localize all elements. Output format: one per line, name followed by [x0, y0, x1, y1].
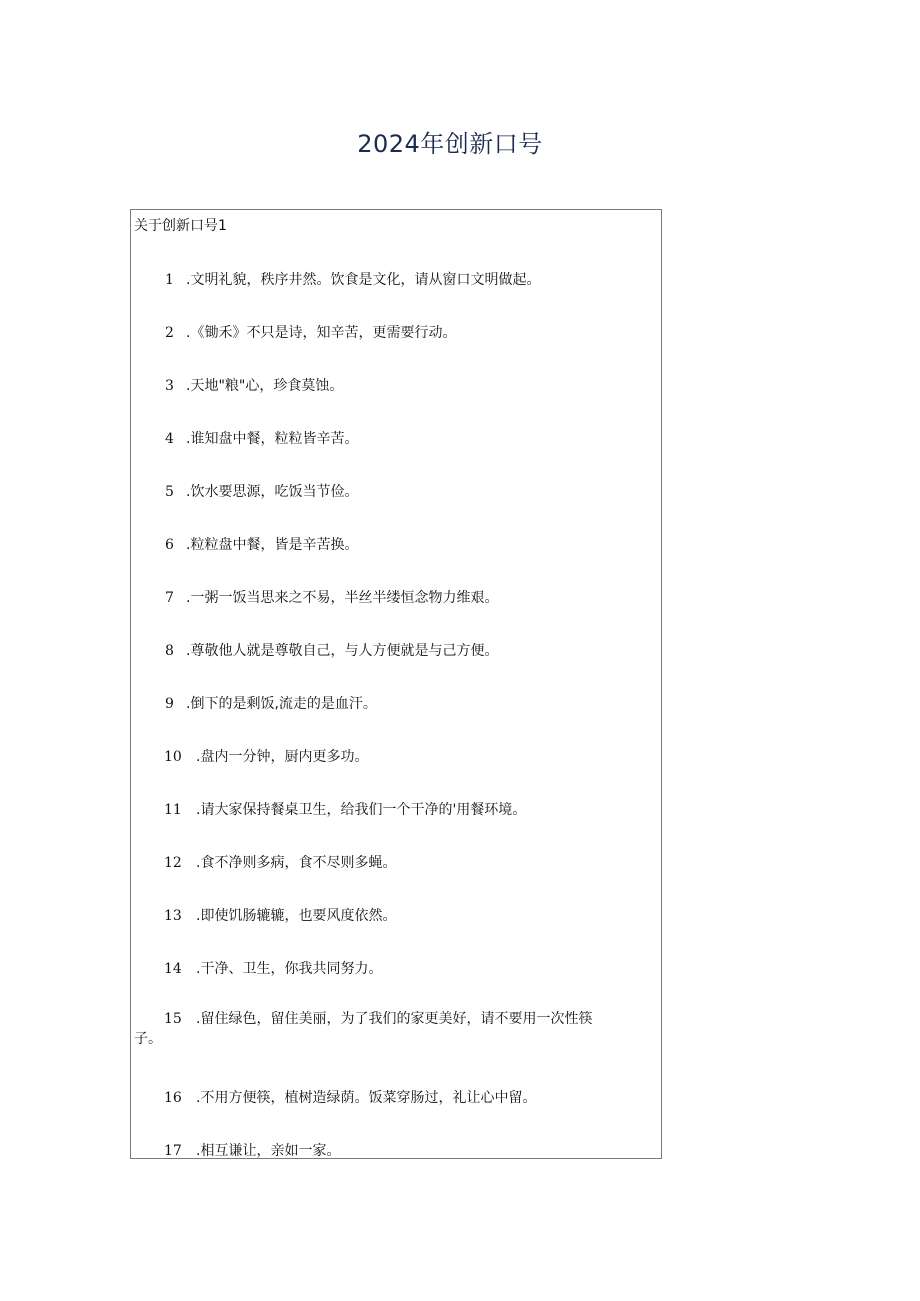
slogan-number: 8: [165, 643, 174, 659]
list-item: [131, 482, 659, 502]
content-box: [130, 209, 662, 1159]
list-item: [131, 906, 659, 926]
slogan-number: 12: [164, 855, 182, 871]
slogan-text: .文明礼貌，秩序井然。饮食是文化，请从窗口文明做起。: [186, 272, 541, 288]
list-item: [131, 588, 659, 608]
list-item: [131, 376, 659, 396]
slogan-number: 17: [164, 1143, 182, 1159]
slogan-text: .不用方便筷，植树造绿荫。饭菜穿肠过，礼让心中留。: [196, 1090, 537, 1106]
slogan-text: .饮水要思源，吃饭当节俭。: [186, 484, 359, 500]
slogan-number: 2: [165, 325, 174, 341]
list-item: [131, 747, 659, 767]
slogan-text: .即使饥肠辘辘，也要风度依然。: [196, 908, 397, 924]
slogan-number: 16: [164, 1090, 182, 1106]
slogan-number: 3: [165, 378, 174, 394]
list-item: [131, 1088, 659, 1108]
list-item: [131, 535, 659, 555]
slogan-text: .天地"粮"心，珍食莫蚀。: [186, 378, 344, 394]
slogan-text: .干净、卫生，你我共同努力。: [196, 961, 383, 977]
slogan-text: .食不净则多病，食不尽则多蝇。: [196, 855, 397, 871]
slogan-text: .粒粒盘中餐，皆是辛苦换。: [186, 537, 359, 553]
list-item: [131, 323, 659, 343]
slogan-text: .《锄禾》不只是诗，知辛苦，更需要行动。: [186, 325, 457, 341]
slogan-text-continuation: 子。: [134, 1031, 162, 1047]
slogan-number: 13: [164, 908, 182, 924]
slogan-text: .盘内一分钟，厨内更多功。: [196, 749, 369, 765]
section-heading: 关于创新口号1: [134, 218, 227, 234]
slogan-text: .相互谦让，亲如一家。: [196, 1143, 341, 1159]
slogan-text: .留住绿色，留住美丽，为了我们的家更美好，请不要用一次性筷: [196, 1011, 593, 1027]
slogan-number: 10: [164, 749, 182, 765]
page-title: 2024年创新口号: [357, 130, 543, 158]
slogan-number: 4: [165, 431, 174, 447]
list-item: [131, 853, 659, 873]
slogan-number: 14: [164, 961, 182, 977]
slogan-number: 7: [165, 590, 174, 606]
slogan-text: .请大家保持餐桌卫生，给我们一个干净的'用餐环境。: [196, 802, 527, 818]
slogan-number: 5: [165, 484, 174, 500]
list-item: [131, 959, 659, 979]
slogan-text: .谁知盘中餐，粒粒皆辛苦。: [186, 431, 359, 447]
slogan-text: .一粥一饭当思来之不易，半丝半缕恒念物力维艰。: [186, 590, 499, 606]
list-item: [131, 270, 659, 290]
slogan-number: 1: [165, 272, 174, 288]
slogan-number: 6: [165, 537, 174, 553]
slogan-text: .尊敬他人就是尊敬自己，与人方便就是与己方便。: [186, 643, 499, 659]
list-item: [131, 1141, 659, 1159]
slogan-number: 15: [164, 1011, 182, 1027]
list-item: [131, 800, 659, 820]
slogan-number: 11: [164, 802, 182, 818]
list-item: [131, 1009, 659, 1047]
list-item: [131, 641, 659, 661]
list-item: [131, 694, 659, 714]
slogan-number: 9: [165, 696, 174, 712]
list-item: [131, 429, 659, 449]
slogan-text: .倒下的是剩饭,流走的是血汗。: [186, 696, 377, 712]
